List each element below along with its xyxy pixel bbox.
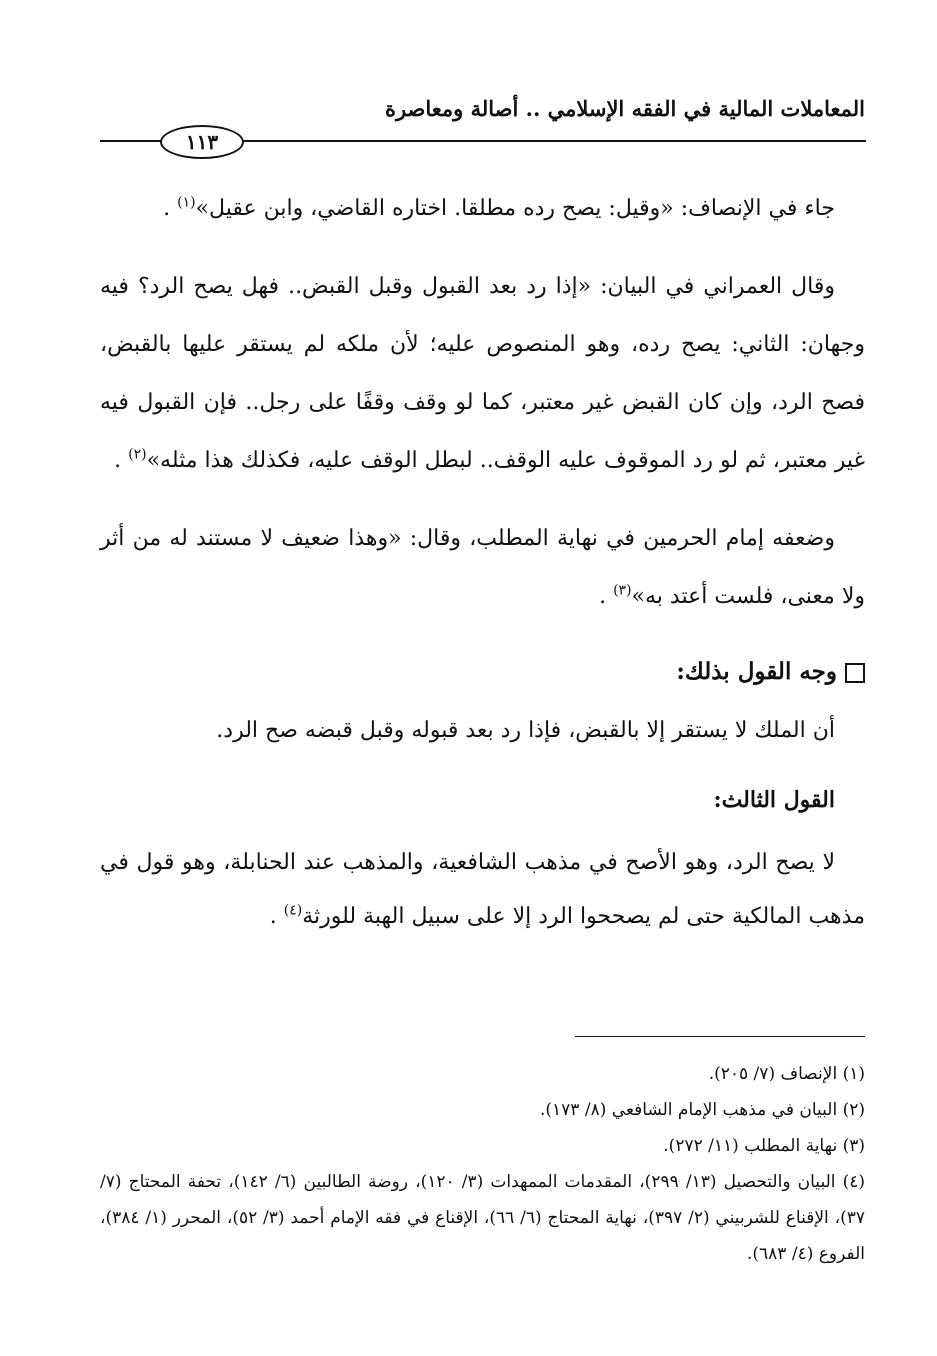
footnote-ref-2: (٢): [128, 446, 147, 463]
paragraph-end: .: [269, 904, 277, 929]
footnote-2: (٢) البيان في مذهب الإمام الشافعي (٨/ ١٧٣).: [540, 1100, 865, 1120]
paragraph-insaf: [100, 180, 865, 238]
footnote-ref-4: (٤): [283, 902, 303, 919]
paragraph-end: .: [163, 196, 171, 221]
footnote-ref-3: (٣): [613, 582, 632, 599]
section-heading: [100, 646, 865, 698]
paragraph-text: لا يصح الرد، وهو الأصح في مذهب الشافعية، والمذهب عند الحنابلة، وهو قول في مذهب المالكية حتى لم يصححوا الرد إلا على سبيل الهبة للورثة: [100, 850, 865, 929]
footnote-separator: [575, 1036, 865, 1037]
footnote-ref-1: (١): [177, 194, 196, 211]
paragraph-end: .: [114, 448, 122, 473]
footnote-4: (٤) البيان والتحصيل (١٣/ ٢٩٩)، المقدمات الممهدات (٣/ ١٢٠)، روضة الطالبين (٦/ ١٤٢)، تحفة المحتاج (٧/ ٣٧)، الإقناع للشربيني (٢/ ٣٩٧)، نهاية المحتاج (٦/ ٦٦)، الإقناع في فقه الإمام أحمد (٣/ ٥٢)، المحرر (١/ ٣٨٤)، الفروع (٤/ ٦٨٣).: [100, 1172, 865, 1264]
paragraph-text: جاء في الإنصاف: «وقيل: يصح رده مطلقا. اختاره القاضي، وابن عقيل»: [195, 196, 835, 221]
paragraph-text: وضعفه إمام الحرمين في نهاية المطلب، وقال: «وهذا ضعيف لا مستند له من أثر ولا معنى، فلست أعتد به»: [100, 526, 865, 609]
square-bullet-icon: [845, 663, 865, 683]
paragraph-nihaya: [100, 510, 865, 626]
running-header-title: المعاملات المالية في الفقه الإسلامي .. أصالة ومعاصرة: [384, 96, 865, 121]
section-heading-text: وجه القول بذلك:: [676, 658, 837, 685]
footnotes: [100, 1056, 865, 1272]
paragraph-third-opinion: [100, 836, 865, 944]
footnote-3: (٣) نهاية المطلب (١١/ ٢٧٢).: [663, 1136, 865, 1156]
paragraph-bayan: [100, 258, 865, 490]
main-text: [100, 180, 865, 964]
page-number: ١١٣: [160, 125, 244, 159]
paragraph-end: .: [599, 584, 607, 609]
subheading-third-opinion: القول الثالث:: [713, 787, 835, 813]
paragraph-reason: أن الملك لا يستقر إلا بالقبض، فإذا رد بعد قبوله وقبل قبضه صح الرد.: [216, 718, 835, 743]
paragraph-text: وقال العمراني في البيان: «إذا رد بعد القبول وقبل القبض.. فهل يصح الرد؟ فيه وجهان: الثاني: يصح رده، وهو المنصوص عليه؛ لأن ملكه لم يستقر عليها بالقبض، فصح الرد، وإن كان القبض غير معتبر، كما لو وقف وقفًا على رجل.. فإن القبول فيه غير معتبر، ثم لو رد الموقوف عليه الوقف.. لبطل الوقف عليه، فكذلك هذا مثله»: [100, 274, 865, 473]
footnote-1: (١) الإنصاف (٧/ ٢٠٥).: [708, 1064, 865, 1084]
